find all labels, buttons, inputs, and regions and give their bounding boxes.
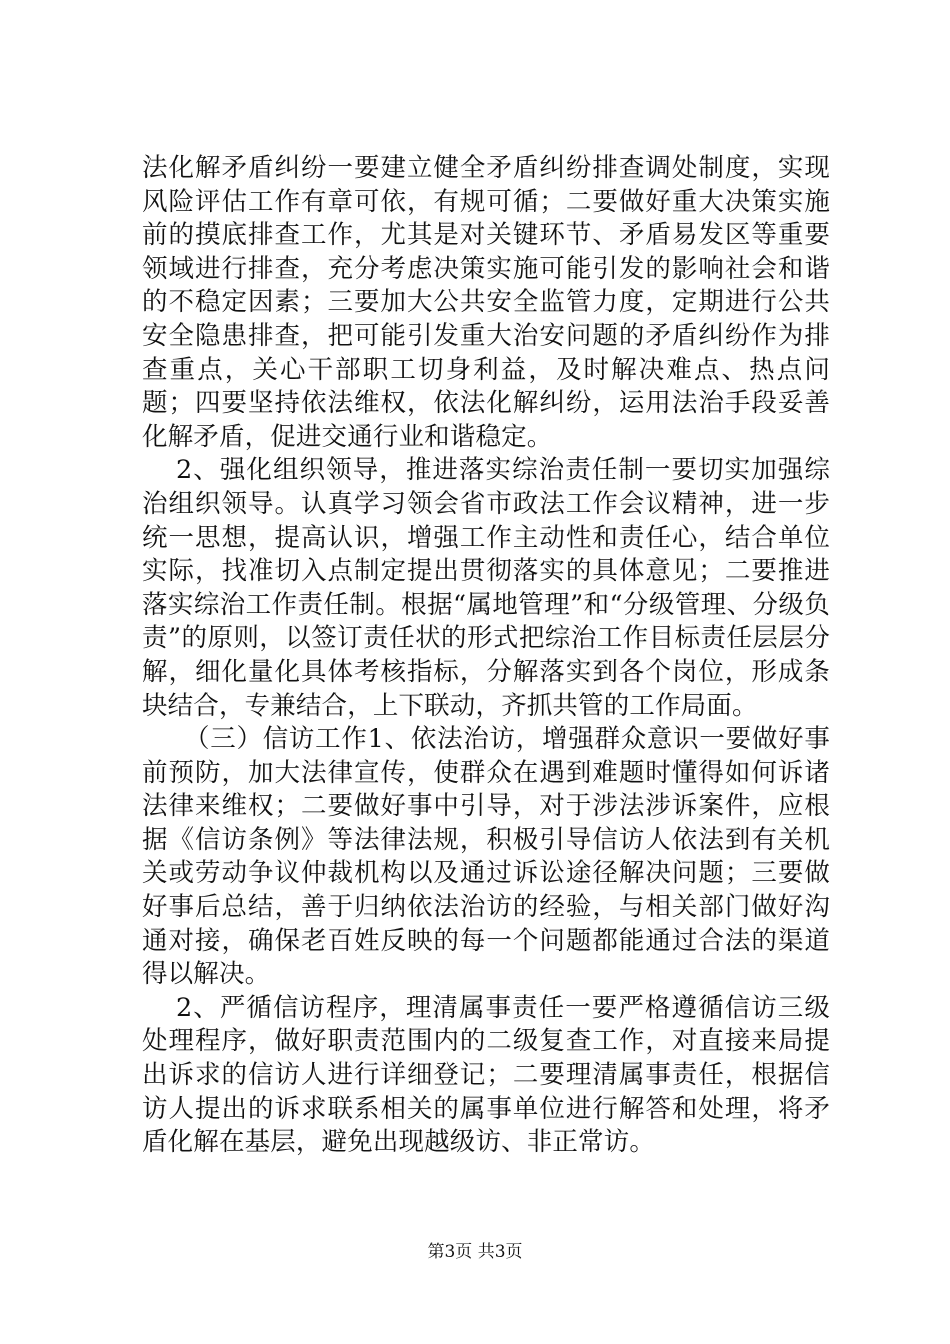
paragraph-2: 2、强化组织领导，推进落实综治责任制一要切实加强综治组织领导。认真学习领会省市政法工作会议精神，进一步统一思想，提高认识，增强工作主动性和责任心，结合单位实际，找准切入点制定提出贯彻落实的具体意见；二要推进落实综治工作责任制。根据“属地管理”和“分级管理、分级负责”的原则，以签订责任状的形式把综治工作目标责任层层分解，细化量化具体考核指标，分解落实到各个岗位，形成条块结合，专兼结合，上下联动，齐抓共管的工作局面。 — [142, 455, 830, 721]
paragraph-3: （三）信访工作1、依法治访，增强群众意识一要做好事前预防，加大法律宣传，使群众在遇到难题时懂得如何诉诸法律来维权；二要做好事中引导，对于涉法涉诉案件，应根据《信访条例》等法律法规，积极引导信访人依法到有关机关或劳动争议仲裁机构以及通过诉讼途径解决问题；三要做好事后总结，善于归纳依法治访的经验，与相关部门做好沟通对接，确保老百姓反映的每一个问题都能通过合法的渠道得以解决。 — [142, 724, 830, 990]
paragraph-4: 2、严循信访程序，理清属事责任一要严格遵循信访三级处理程序，做好职责范围内的二级复查工作，对直接来局提出诉求的信访人进行详细登记；二要理清属事责任，根据信访人提出的诉求联系相关的属事单位进行解答和处理，将矛盾化解在基层，避免出现越级访、非正常访。 — [142, 992, 830, 1158]
paragraph-1: 法化解矛盾纠纷一要建立健全矛盾纠纷排查调处制度，实现风险评估工作有章可依，有规可循；二要做好重大决策实施前的摸底排查工作，尤其是对关键环节、矛盾易发区等重要领域进行排查，充分考虑决策实施可能引发的影响社会和谐的不稳定因素；三要加大公共安全监管力度，定期进行公共安全隐患排查，把可能引发重大治安问题的矛盾纠纷作为排查重点，关心干部职工切身利益，及时解决难点、热点问题；四要坚持依法维权，依法化解纠纷，运用法治手段妥善化解矛盾，促进交通行业和谐稳定。 — [142, 153, 830, 452]
page-footer: 第3页 共3页 — [427, 1242, 523, 1262]
document-body — [142, 152, 830, 1160]
